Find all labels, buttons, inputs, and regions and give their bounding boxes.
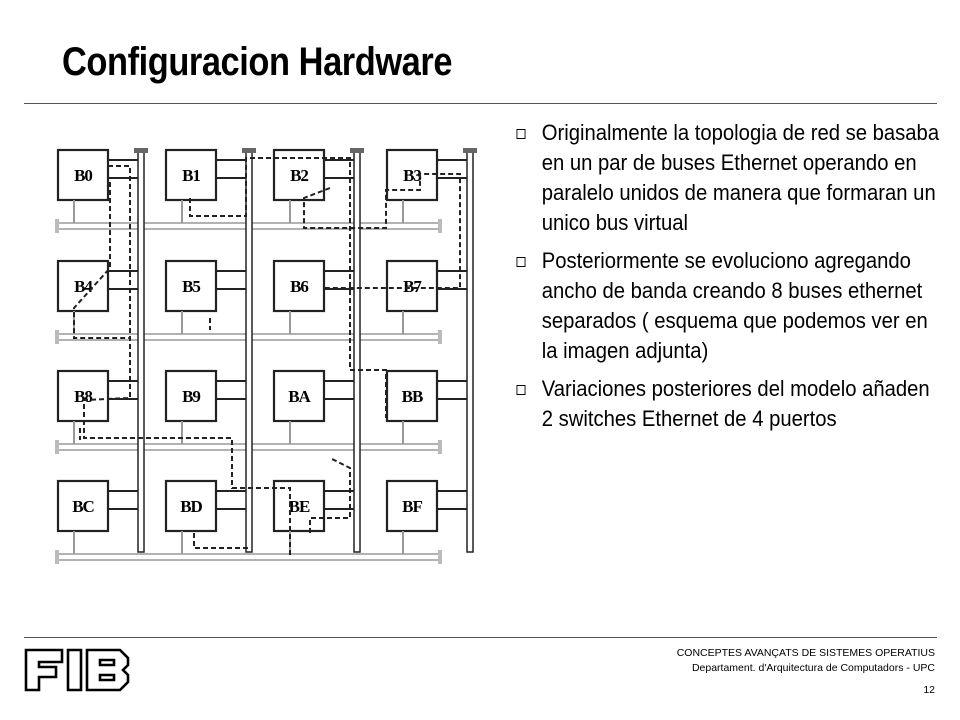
square-bullet-icon	[517, 385, 526, 395]
node-label: B1	[182, 166, 200, 185]
bus-terminator	[55, 550, 59, 564]
bus-terminator	[55, 440, 59, 454]
bus-terminator	[438, 330, 442, 344]
bullet-text: Variaciones posteriores del modelo añaden 2 switches Ethernet de 4 puertos	[541, 376, 930, 431]
node-label: B7	[403, 277, 421, 296]
bullet-list	[512, 118, 940, 442]
bus-terminator	[55, 330, 59, 344]
node-label: B0	[74, 166, 92, 185]
node-label: B2	[290, 166, 308, 185]
square-bullet-icon	[517, 257, 526, 267]
vertical-bus	[138, 152, 144, 552]
title-divider	[24, 103, 937, 104]
vertical-bus	[246, 152, 252, 552]
node-label: B8	[74, 387, 92, 406]
bus-terminator	[55, 219, 59, 233]
bus-terminator	[438, 219, 442, 233]
bus-terminator	[350, 148, 364, 153]
node-label: BF	[402, 497, 422, 516]
bullet-text: Originalmente la topologia de red se basaba en un par de buses Ethernet operando en paralelo unidos de manera que formaran un unico bus virtual	[541, 120, 940, 235]
footer-course-name: CONCEPTES AVANÇATS DE SISTEMES OPERATIUS	[676, 647, 935, 659]
bullet-text: Posteriormente se evoluciono agregando ancho de banda creando 8 buses ethernet separados ( esquema que podemos ver en la imagen adjunta)	[541, 248, 928, 363]
node-label: BB	[401, 387, 423, 406]
node-label: BC	[72, 497, 94, 516]
bullet-item	[512, 246, 942, 366]
bullet-item	[512, 374, 942, 434]
node-label: B9	[182, 387, 200, 406]
page-number: 12	[923, 684, 935, 696]
network-topology-diagram	[50, 138, 490, 580]
bullet-item	[512, 118, 942, 238]
bus-terminator	[134, 148, 148, 153]
bus-terminator	[438, 550, 442, 564]
fib-logo	[24, 648, 132, 692]
slide-title: Configuracion Hardware	[62, 40, 453, 84]
node-label: B5	[182, 277, 200, 296]
vertical-bus	[467, 152, 473, 552]
node-label: B4	[74, 277, 92, 296]
square-bullet-icon	[517, 129, 526, 139]
node-label: BD	[180, 497, 202, 516]
footer-department: Departament. d'Arquitectura de Computadors - UPC	[691, 662, 935, 674]
horizontal-bus	[58, 554, 440, 560]
footer-divider	[24, 637, 937, 638]
bus-terminator	[438, 440, 442, 454]
vertical-bus	[354, 152, 360, 552]
node-label: BE	[288, 497, 310, 516]
bus-terminator	[463, 148, 477, 153]
node-label: BA	[288, 387, 310, 406]
bus-terminator	[242, 148, 256, 153]
node-label: B6	[290, 277, 308, 296]
node-label: B3	[403, 166, 421, 185]
